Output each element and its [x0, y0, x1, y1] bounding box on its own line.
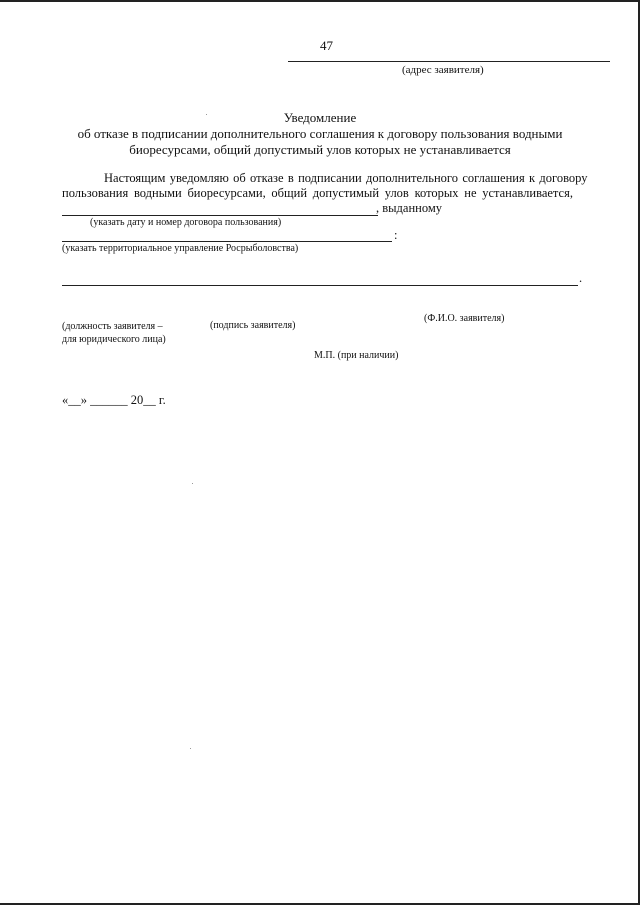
seal-caption: М.П. (при наличии)	[314, 350, 399, 361]
body-line-2: пользования водными биоресурсами, общий допустимый улов которых не устанавливается,	[62, 186, 573, 200]
scan-edge-top	[0, 0, 640, 2]
document-title: Уведомление	[283, 110, 357, 125]
applicant-position-caption-2: для юридического лица)	[62, 334, 166, 345]
date-month-blank: ______	[90, 393, 128, 407]
contract-details-line	[62, 215, 378, 216]
body-line-1: Настоящим уведомляю об отказе в подписании дополнительного соглашения к договору	[104, 171, 588, 185]
applicant-address-line	[288, 61, 610, 62]
date-century: 20	[130, 393, 144, 407]
date-day-blank: __	[68, 393, 81, 407]
authority-colon: :	[394, 228, 398, 242]
applicant-position-caption-1: (должность заявителя –	[62, 321, 163, 332]
additional-info-line	[62, 285, 578, 286]
scan-speck	[192, 483, 193, 484]
line-end-period: .	[579, 271, 583, 285]
document-subtitle-line-2: биоресурсами, общий допустимый улов которых не устанавливается	[129, 142, 511, 157]
scan-speck	[190, 748, 191, 749]
date-year-suffix: г.	[158, 393, 166, 407]
date-open-quote: «	[62, 393, 69, 407]
document-subtitle-line-1: об отказе в подписании дополнительного соглашения к договору пользования водными	[77, 126, 563, 141]
date-close-quote: »	[80, 393, 87, 407]
issued-to-text: , выданному	[376, 201, 443, 215]
date-line	[62, 393, 166, 408]
applicant-signature-caption: (подпись заявителя)	[210, 320, 296, 331]
page-number: 47	[320, 38, 333, 53]
applicant-name-caption: (Ф.И.О. заявителя)	[424, 313, 505, 324]
scan-speck	[206, 114, 207, 115]
contract-details-caption: (указать дату и номер договора пользования)	[90, 217, 282, 228]
applicant-address-caption: (адрес заявителя)	[402, 64, 484, 76]
territorial-authority-caption: (указать территориальное управление Росрыболовства)	[62, 243, 299, 254]
date-year-blank: __	[143, 393, 156, 407]
territorial-authority-line	[62, 241, 392, 242]
